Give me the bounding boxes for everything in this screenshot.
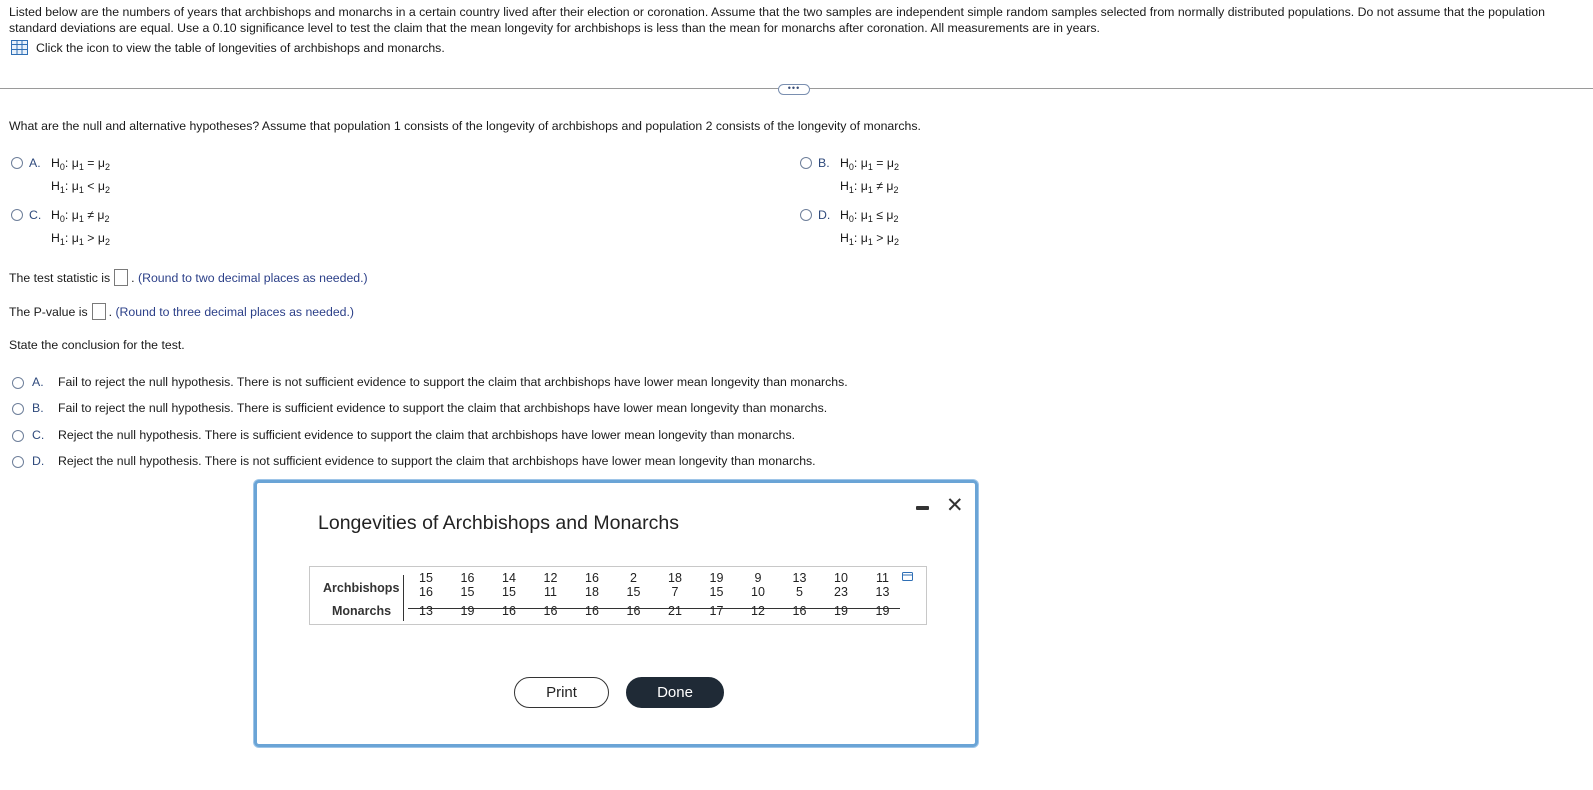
conclusion-option-c[interactable] <box>12 428 795 442</box>
done-button[interactable]: Done <box>626 677 724 708</box>
archbishop-value: 14 <box>502 571 516 585</box>
table-column <box>702 571 732 618</box>
option-letter: A. <box>29 156 41 170</box>
copy-icon[interactable] <box>902 572 913 581</box>
archbishop-value: 15 <box>419 571 433 585</box>
h0-relation: = μ <box>872 156 894 170</box>
conclusion-text: Fail to reject the null hypothesis. There is sufficient evidence to support the claim that archbishops have lower mean longevity than monarchs. <box>58 401 828 415</box>
table-column <box>494 571 524 618</box>
monarch-value: 19 <box>875 604 890 618</box>
option-letter: C. <box>29 208 42 222</box>
archbishop-value: 18 <box>668 571 682 585</box>
conclusion-radio-a[interactable] <box>12 377 24 389</box>
close-icon[interactable]: ✕ <box>946 494 964 517</box>
hypothesis-option-b[interactable] <box>800 156 899 200</box>
h0-relation: ≤ μ <box>872 208 894 222</box>
hypotheses-question: What are the null and alternative hypotheses? Assume that population 1 consists of the longevity of archbishops and population 2 consists of the longevity of monarchs. <box>9 119 921 133</box>
conclusion-radio-b[interactable] <box>12 403 24 415</box>
archbishop-value: 10 <box>751 585 765 599</box>
monarch-value: 16 <box>543 604 558 618</box>
minimize-icon[interactable] <box>916 506 929 510</box>
archbishop-value: 15 <box>709 585 724 599</box>
dialog-title: Longevities of Archbishops and Monarchs <box>318 512 679 534</box>
table-column <box>785 571 815 618</box>
monarch-value: 16 <box>626 604 641 618</box>
h1-relation: > μ <box>83 231 105 245</box>
hypothesis-pair: $H_0$: $\mu_1 \le \mu_2$ $H_1$: $\mu_1 > \mu_2$ <box>840 208 899 247</box>
radio-c[interactable] <box>11 209 23 221</box>
archbishop-value: 9 <box>754 571 762 585</box>
monarch-value: 16 <box>502 604 516 618</box>
option-letter: B. <box>818 156 830 170</box>
print-button[interactable]: Print <box>514 677 609 708</box>
h0-relation: ≠ μ <box>83 208 105 222</box>
view-table-link-text[interactable]: Click the icon to view the table of longevities of archbishops and monarchs. <box>36 40 445 55</box>
test-statistic-hint: (Round to two decimal places as needed.) <box>137 270 368 285</box>
archbishop-value: 7 <box>671 585 679 599</box>
conclusion-prompt: State the conclusion for the test. <box>9 338 185 352</box>
monarch-value: 13 <box>419 604 433 618</box>
option-letter: B. <box>32 401 44 415</box>
archbishop-value: 13 <box>875 585 890 599</box>
test-statistic-input[interactable] <box>114 269 128 286</box>
h1-relation: > μ <box>872 231 894 245</box>
hypothesis-pair: $H_0$: $\mu_1 = \mu_2$ $H_1$: $\mu_1 \ne \mu_2$ <box>840 156 899 195</box>
archbishop-value: 16 <box>460 571 475 585</box>
option-letter: D. <box>32 454 45 468</box>
archbishop-value: 13 <box>792 571 807 585</box>
p-value-line: The P-value is . (Round to three decimal places as needed.) <box>9 304 355 319</box>
p-value-label: The P-value is <box>9 304 88 319</box>
table-grid-icon[interactable] <box>11 40 28 55</box>
archbishop-value: 11 <box>544 585 557 599</box>
row-label-monarchs: Monarchs <box>332 604 392 618</box>
hypothesis-option-c[interactable] <box>11 208 110 252</box>
h1-relation: < μ <box>83 179 105 193</box>
table-column <box>453 571 483 618</box>
table-column <box>826 571 856 618</box>
monarch-value: 19 <box>834 604 848 618</box>
table-column <box>411 571 441 618</box>
option-letter: A. <box>32 375 44 389</box>
radio-b[interactable] <box>800 157 812 169</box>
option-letter: C. <box>32 428 45 442</box>
archbishop-value: 11 <box>876 571 889 585</box>
row-label-archbishops: Archbishops <box>323 581 400 595</box>
conclusion-text: Reject the null hypothesis. There is sufficient evidence to support the claim that archbishops have lower mean longevity than monarchs. <box>58 428 796 442</box>
monarch-value: 17 <box>709 604 724 618</box>
longevity-data-table <box>309 566 927 625</box>
hypothesis-pair: $H_0$: $\mu_1 \ne \mu_2$ $H_1$: $\mu_1 > \mu_2$ <box>51 208 110 247</box>
monarch-value: 19 <box>460 604 475 618</box>
archbishop-value: 19 <box>709 571 724 585</box>
table-column <box>577 571 607 618</box>
longevity-table-dialog <box>254 480 978 747</box>
hypothesis-pair: $H_0$: $\mu_1 = \mu_2$ $H_1$: $\mu_1 < \mu_2$ <box>51 156 110 195</box>
radio-d[interactable] <box>800 209 812 221</box>
h1-relation: ≠ μ <box>872 179 894 193</box>
h0-relation: = μ <box>83 156 105 170</box>
archbishop-value: 16 <box>585 571 599 585</box>
conclusion-text: Reject the null hypothesis. There is not sufficient evidence to support the claim that archbishops have lower mean longevity than monarchs. <box>58 454 816 468</box>
archbishop-value: 10 <box>834 571 848 585</box>
problem-statement: Listed below are the numbers of years that archbishops and monarchs in a certain country lived after their election or coronation. Assume that the two samples are independent simple random samples selected from normally distributed populations. Do not assume that the population standard deviations are equal. Use a 0.10 significance level to test the claim that the mean longevity for archbishops is less than the mean for monarchs after coronation. All measurements are in years. <box>9 5 1545 35</box>
hypothesis-option-d[interactable] <box>800 208 899 252</box>
conclusion-radio-d[interactable] <box>12 456 24 468</box>
archbishop-value: 15 <box>502 585 516 599</box>
archbishop-value: 12 <box>543 571 558 585</box>
table-column <box>619 571 649 618</box>
conclusion-text: Fail to reject the null hypothesis. There is not sufficient evidence to support the claim that archbishops have lower mean longevity than monarchs. <box>58 375 848 389</box>
test-statistic-label: The test statistic is <box>9 270 111 285</box>
p-value-hint: (Round to three decimal places as needed.) <box>115 304 355 319</box>
monarch-value: 21 <box>668 604 682 618</box>
archbishop-value: 5 <box>796 585 803 599</box>
conclusion-option-a[interactable] <box>12 375 848 389</box>
table-column <box>660 571 690 618</box>
conclusion-option-d[interactable] <box>12 454 816 468</box>
test-statistic-line: The test statistic is . (Round to two decimal places as needed.) <box>9 270 368 285</box>
monarch-value: 12 <box>751 604 765 618</box>
conclusion-option-b[interactable] <box>12 401 827 415</box>
archbishop-value: 15 <box>626 585 641 599</box>
option-letter: D. <box>818 208 831 222</box>
conclusion-radio-c[interactable] <box>12 430 24 442</box>
table-column <box>868 571 898 618</box>
archbishop-value: 2 <box>630 571 637 585</box>
monarch-value: 16 <box>585 604 599 618</box>
archbishop-value: 18 <box>585 585 599 599</box>
monarch-value: 16 <box>792 604 807 618</box>
radio-a[interactable] <box>11 157 23 169</box>
hypothesis-option-a[interactable] <box>11 156 110 200</box>
archbishop-value: 23 <box>834 585 848 599</box>
more-button[interactable]: ••• <box>778 84 810 95</box>
view-table-link[interactable] <box>11 40 445 55</box>
p-value-input[interactable] <box>92 303 106 320</box>
archbishop-value: 16 <box>419 585 433 599</box>
table-column <box>743 571 773 618</box>
table-vertical-rule <box>403 575 404 621</box>
archbishop-value: 15 <box>460 585 475 599</box>
table-column <box>536 571 566 618</box>
